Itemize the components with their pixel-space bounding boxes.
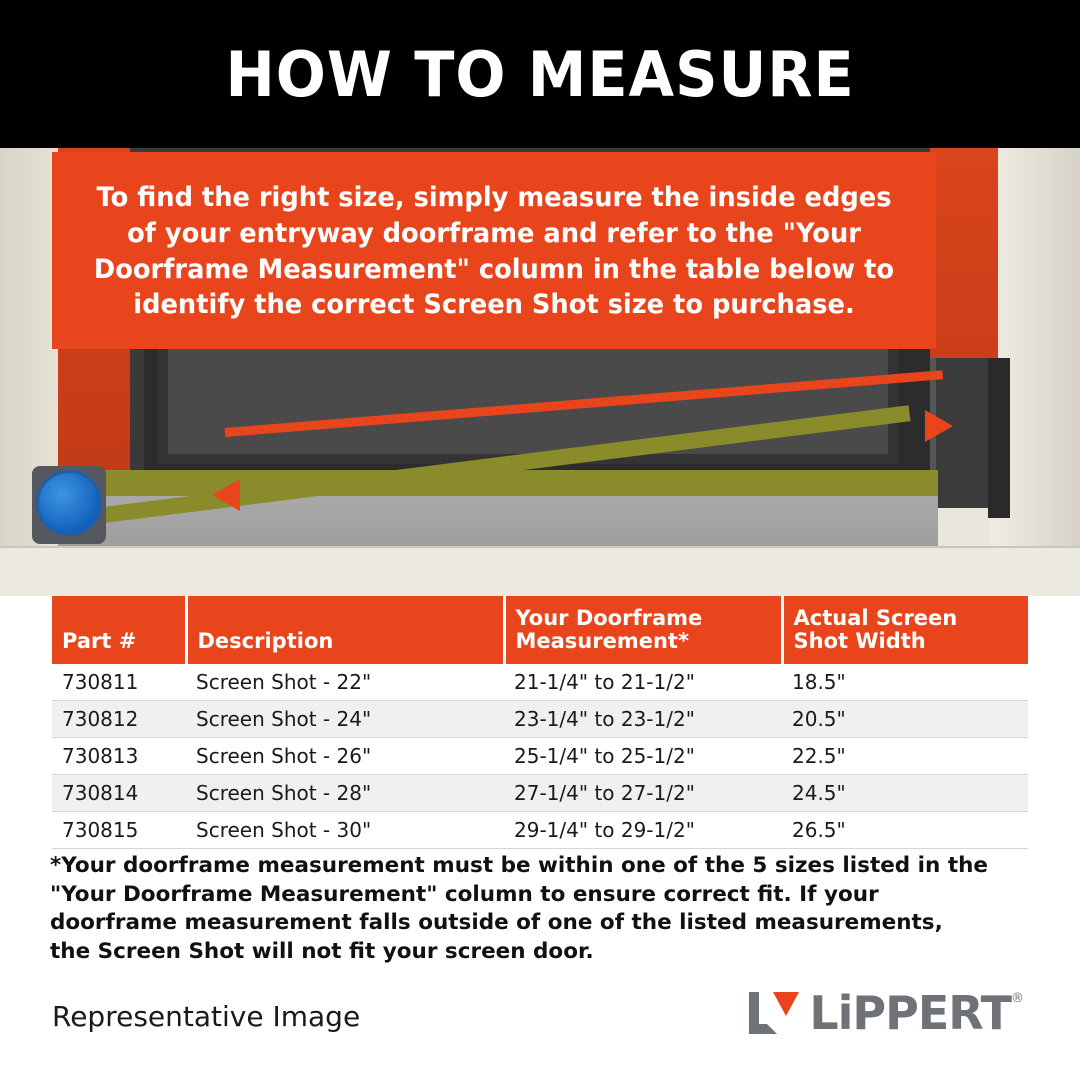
lippert-logo-mark-icon (747, 988, 803, 1038)
size-table-head (52, 596, 1028, 664)
cell-description: Screen Shot - 24" (186, 701, 504, 738)
column-header-doorframe-measurement: Your Doorframe Measurement* (504, 596, 782, 664)
cell-doorframe-measurement: 21-1/4" to 21-1/2" (504, 664, 782, 701)
cell-doorframe-measurement: 27-1/4" to 27-1/2" (504, 775, 782, 812)
instructions-panel (52, 152, 936, 349)
tape-measure-icon (36, 470, 102, 536)
measure-arrow-left-icon (212, 479, 240, 511)
table-row (52, 664, 1028, 701)
cell-part-number: 730814 (52, 775, 186, 812)
cell-part-number: 730813 (52, 738, 186, 775)
cell-doorframe-measurement: 25-1/4" to 25-1/2" (504, 738, 782, 775)
door-hinge-column-secondary (988, 358, 1010, 518)
table-header-row (52, 596, 1028, 664)
lippert-logo-text: LiPPERT (809, 986, 1011, 1040)
cell-description: Screen Shot - 26" (186, 738, 504, 775)
cell-description: Screen Shot - 22" (186, 664, 504, 701)
size-table-body (52, 664, 1028, 849)
cell-part-number: 730811 (52, 664, 186, 701)
registered-trademark-icon: ® (1011, 991, 1024, 1006)
column-header-description: Description (186, 596, 504, 664)
header-bar (0, 0, 1080, 148)
column-header-actual-screen-width: Actual Screen Shot Width (782, 596, 1028, 664)
size-table (52, 596, 1028, 849)
column-header-part-number: Part # (52, 596, 186, 664)
cell-doorframe-measurement: 23-1/4" to 23-1/2" (504, 701, 782, 738)
footnote-text: *Your doorframe measurement must be within one of the 5 sizes listed in the "Your Doorframe Measurement" column to ensure correct fit. If your doorframe measurement falls outside of one of the listed measurements, the Screen Shot will not fit your screen door. (50, 853, 989, 964)
door-threshold (58, 470, 938, 496)
cell-actual-width: 20.5" (782, 701, 1028, 738)
cell-actual-width: 18.5" (782, 664, 1028, 701)
measure-arrow-right-icon (925, 410, 953, 442)
cell-description: Screen Shot - 30" (186, 812, 504, 849)
cell-actual-width: 24.5" (782, 775, 1028, 812)
table-row (52, 738, 1028, 775)
cell-part-number: 730815 (52, 812, 186, 849)
cell-actual-width: 22.5" (782, 738, 1028, 775)
table-row (52, 775, 1028, 812)
cell-part-number: 730812 (52, 701, 186, 738)
cell-actual-width: 26.5" (782, 812, 1028, 849)
representative-image-label: Representative Image (52, 1000, 361, 1033)
cell-doorframe-measurement: 29-1/4" to 29-1/2" (504, 812, 782, 849)
instructions-text: To find the right size, simply measure the inside edges of your entryway doorframe and refer to the "Your Doorframe Measurement" column in the table below to identify the correct Screen Shot size to purchase. (93, 182, 895, 321)
table-row (52, 701, 1028, 738)
cell-description: Screen Shot - 28" (186, 775, 504, 812)
lippert-logo (747, 985, 1024, 1041)
floor (0, 548, 1080, 596)
size-table-wrapper (52, 596, 1028, 849)
table-row (52, 812, 1028, 849)
page-title: HOW TO MEASURE (225, 37, 855, 111)
